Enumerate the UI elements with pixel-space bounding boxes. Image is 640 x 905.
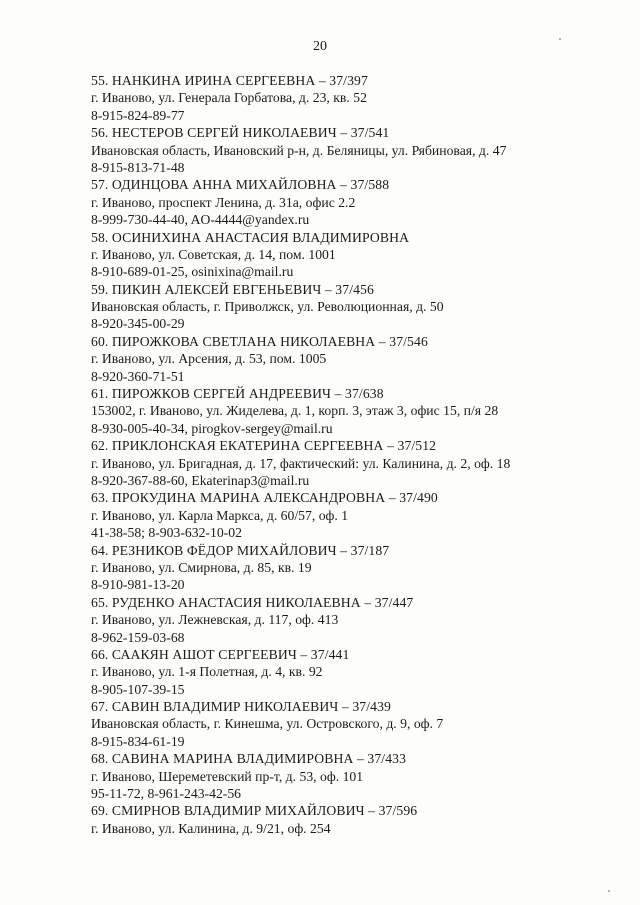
entry-header: 68. САВИНА МАРИНА ВЛАДИМИРОВНА – 37/433 [91,751,407,767]
list-item [91,646,631,698]
entry-header: 64. РЕЗНИКОВ ФЁДОР МИХАЙЛОВИЧ – 37/187 [91,542,390,558]
list-item [91,802,631,837]
entry-header: 69. СМИРНОВ ВЛАДИМИР МИХАЙЛОВИЧ – 37/596 [91,803,418,819]
entry-address: Ивановская область, г. Приволжск, ул. Революционная, д. 50 [91,299,444,315]
entry-contacts: 8-930-005-40-34, pirogkov-sergey@mail.ru [91,420,333,436]
list-item [91,698,631,750]
scan-speck [608,890,610,892]
list-item [91,542,631,594]
entry-header: 55. НАНКИНА ИРИНА СЕРГЕЕВНА – 37/397 [91,73,368,88]
entry-contacts: 8-915-824-89-77 [91,107,185,123]
entry-contacts: 95-11-72, 8-961-243-42-56 [91,786,242,802]
entry-contacts: 8-910-981-13-20 [91,577,185,593]
entry-address: г. Иваново, проспект Ленина, д. 31а, офис 2.2 [91,194,356,210]
list-item [91,489,631,541]
entry-address: г. Иваново, ул. Смирнова, д. 85, кв. 19 [91,559,312,575]
entry-contacts: 8-905-107-39-15 [91,681,185,697]
entry-address: г. Иваново, ул. 1-я Полетная, д. 4, кв. 92 [91,664,323,680]
entry-address: г. Иваново, ул. Генерала Горбатова, д. 23, кв. 52 [91,90,367,106]
list-item [91,385,631,437]
entry-contacts: 8-915-834-61-19 [91,733,185,749]
entry-address: г. Иваново, ул. Бригадная, д. 17, фактический: ул. Калинина, д. 2, оф. 18 [91,455,511,471]
entry-contacts: 8-920-367-88-60, Ekaterinap3@mail.ru [91,472,310,488]
entry-address: г. Иваново, ул. Карла Маркса, д. 60/57, оф. 1 [91,507,349,523]
entry-contacts: 8-962-159-03-68 [91,629,185,645]
entry-contacts: 8-999-730-44-40, AO-4444@yandex.ru [91,212,310,228]
list-item [91,437,631,489]
entry-header: 62. ПРИКЛОНСКАЯ ЕКАТЕРИНА СЕРГЕЕВНА – 37/512 [91,438,437,454]
entry-address: Ивановская область, г. Кинешма, ул. Островского, д. 9, оф. 7 [91,716,444,732]
registry-list [91,72,631,837]
list-item [91,176,631,228]
entry-address: г. Иваново, Шереметевский пр-т, д. 53, оф. 101 [91,768,364,784]
list-item [91,229,631,281]
scan-speck [559,38,561,40]
entry-header: 63. ПРОКУДИНА МАРИНА АЛЕКСАНДРОВНА – 37/490 [91,490,438,506]
page-number: 20 [313,39,327,54]
entry-header: 66. СААКЯН АШОТ СЕРГЕЕВИЧ – 37/441 [91,646,350,662]
entry-header: 61. ПИРОЖКОВ СЕРГЕЙ АНДРЕЕВИЧ – 37/638 [91,386,384,402]
entry-address: г. Иваново, ул. Арсения, д. 53, пом. 1005 [91,351,327,367]
entry-contacts: 8-915-813-71-48 [91,159,185,175]
entry-address: Ивановская область, Ивановский р-н, д. Беляницы, ул. Рябиновая, д. 47 [91,142,507,158]
entry-address: г. Иваново, ул. Советская, д. 14, пом. 1001 [91,246,336,262]
entry-header: 67. САВИН ВЛАДИМИР НИКОЛАЕВИЧ – 37/439 [91,699,391,715]
entry-address: г. Иваново, ул. Калинина, д. 9/21, оф. 254 [91,820,331,836]
entry-address: 153002, г. Иваново, ул. Жиделева, д. 1, корп. 3, этаж 3, офис 15, п/я 28 [91,403,499,419]
entry-contacts: 8-920-345-00-29 [91,316,185,332]
entry-header: 58. ОСИНИХИНА АНАСТАСИЯ ВЛАДИМИРОВНА [91,229,410,245]
list-item [91,750,631,802]
entry-header: 60. ПИРОЖКОВА СВЕТЛАНА НИКОЛАЕВНА – 37/546 [91,333,428,349]
entry-contacts: 41-38-58; 8-903-632-10-02 [91,525,242,541]
entry-header: 65. РУДЕНКО АНАСТАСИЯ НИКОЛАЕВНА – 37/447 [91,594,414,610]
entry-address: г. Иваново, ул. Лежневская, д. 117, оф. 413 [91,612,339,628]
list-item [91,72,631,124]
list-item [91,124,631,176]
entry-header: 57. ОДИНЦОВА АННА МИХАЙЛОВНА – 37/588 [91,177,390,193]
list-item [91,333,631,385]
entry-contacts: 8-910-689-01-25, osinixina@mail.ru [91,264,294,280]
entry-header: 59. ПИКИН АЛЕКСЕЙ ЕВГЕНЬЕВИЧ – 37/456 [91,281,374,297]
entry-header: 56. НЕСТЕРОВ СЕРГЕЙ НИКОЛАЕВИЧ – 37/541 [91,125,390,141]
list-item [91,594,631,646]
list-item [91,281,631,333]
entry-contacts: 8-920-360-71-51 [91,368,185,384]
